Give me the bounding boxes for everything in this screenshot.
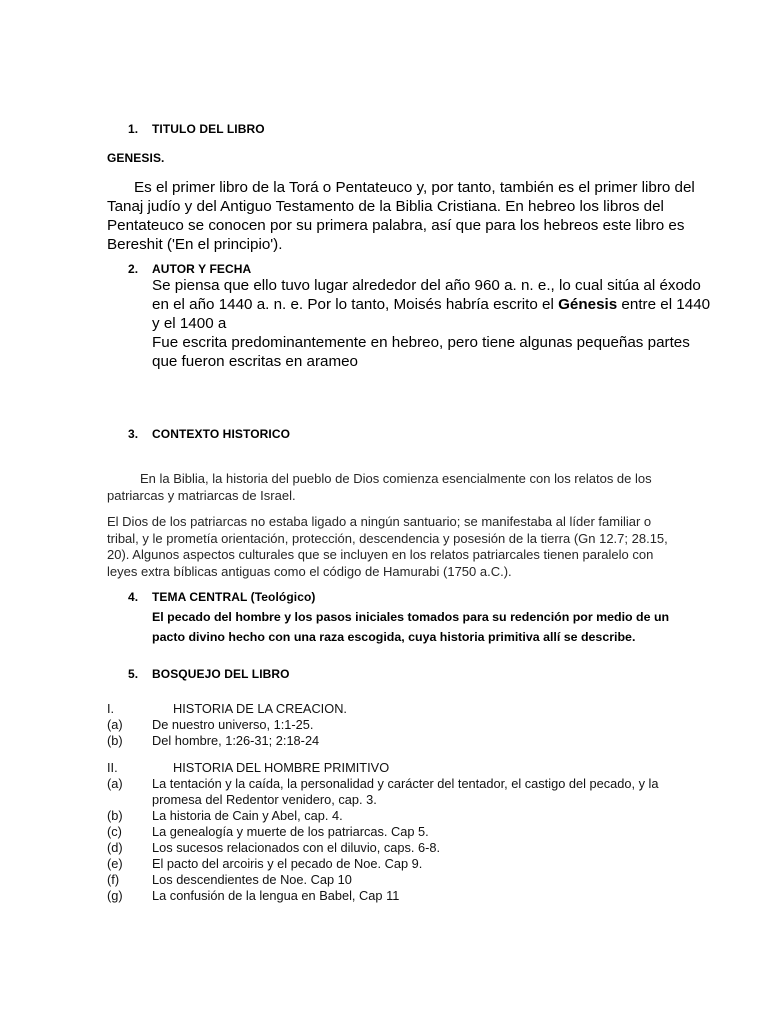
paragraph-line: tribal, y le prometía orientación, protección, descendencia y posesión de la tierra (Gn 12.7; 28.15, [107, 530, 668, 546]
paragraph-line: En la Biblia, la historia del pueblo de Dios comienza esencialmente con los relatos de los [140, 471, 652, 486]
item-text: La confusión de la lengua en Babel, Cap 11 [152, 888, 400, 903]
item-text: La historia de Cain y Abel, cap. 4. [152, 808, 343, 823]
outline-item [107, 808, 747, 824]
bold-term: Génesis [558, 296, 618, 313]
outline-part-2-title [107, 760, 707, 776]
text-line: que fueron escritas en arameo [152, 353, 358, 370]
section-title: AUTOR Y FECHA [152, 262, 252, 276]
outline-part-1-title [107, 701, 707, 717]
item-marker: (f) [107, 872, 120, 887]
section-3-paragraph-2 [107, 514, 747, 580]
paragraph-line: Es el primer libro de la Torá o Pentateuco y, por tanto, también es el primer libro del [134, 179, 695, 196]
section-title: TEMA CENTRAL [152, 590, 248, 604]
outline-item [107, 888, 747, 904]
book-name: GENESIS. [107, 151, 165, 165]
item-text: De nuestro universo, 1:1-25. [152, 717, 314, 732]
section-title: TITULO DEL LIBRO [152, 122, 265, 136]
outline-item [107, 840, 747, 856]
section-1-paragraph [107, 178, 747, 254]
item-text: El pacto del arcoiris y el pecado de Noe. Cap 9. [152, 856, 423, 871]
section-title: CONTEXTO HISTORICO [152, 427, 291, 441]
theme-line: pacto divino hecho con una raza escogida, cuya historia primitiva allí se describe. [152, 630, 636, 644]
outline-part-1-items [107, 717, 727, 749]
item-marker: (d) [107, 840, 123, 855]
section-3-heading [128, 427, 290, 441]
outline-item [107, 717, 727, 733]
section-title-suffix: (Teológico) [250, 590, 316, 604]
item-text: Los sucesos relacionados con el diluvio, caps. 6-8. [152, 840, 441, 855]
item-marker: (b) [107, 733, 123, 748]
item-text: La genealogía y muerte de los patriarcas. Cap 5. [152, 824, 429, 839]
text-line: Fue escrita predominantemente en hebreo, pero tiene algunas pequeñas partes [152, 334, 690, 351]
section-2-text [152, 276, 752, 371]
paragraph-line: Bereshit ('En el principio'). [107, 236, 283, 253]
item-text: Del hombre, 1:26-31; 2:18-24 [152, 733, 320, 748]
paragraph-line: Pentateuco se conocen por su primera palabra, así que para los hebreos este libro es [107, 217, 685, 234]
part-title: HISTORIA DEL HOMBRE PRIMITIVO [173, 760, 390, 775]
text-line: y el 1400 a [152, 315, 227, 332]
section-5-heading [128, 667, 290, 681]
text-line: Se piensa que ello tuvo lugar alrededor del año 960 a. n. e., lo cual sitúa al éxodo [152, 277, 701, 294]
central-theme [152, 607, 762, 647]
section-number: 4. [128, 590, 139, 604]
section-1-heading [128, 122, 265, 136]
paragraph-line: patriarcas y matriarcas de Israel. [107, 487, 296, 503]
outline-item [107, 824, 747, 840]
item-marker: (a) [107, 776, 123, 791]
paragraph-line: 20). Algunos aspectos culturales que se incluyen en los relatos patriarcales tienen paralelo con [107, 547, 654, 562]
section-3-paragraph-1 [107, 471, 747, 504]
item-marker: (e) [107, 856, 123, 871]
paragraph-line: leyes extra bíblicas antiguas como el código de Hamurabi (1750 a.C.). [107, 563, 512, 579]
item-marker: (b) [107, 808, 123, 823]
section-4-heading [128, 590, 316, 604]
item-marker: (g) [107, 888, 123, 903]
section-2-heading [128, 262, 251, 276]
outline-item [107, 776, 747, 808]
section-number: 1. [128, 122, 139, 136]
roman-numeral: II. [107, 760, 118, 775]
outline-part-2-items [107, 776, 747, 904]
item-text: Los descendientes de Noe. Cap 10 [152, 872, 352, 887]
section-number: 5. [128, 667, 139, 681]
section-title: BOSQUEJO DEL LIBRO [152, 667, 290, 681]
section-number: 3. [128, 427, 139, 441]
roman-numeral: I. [107, 701, 115, 716]
paragraph-line: Tanaj judío y del Antiguo Testamento de la Biblia Cristiana. En hebreo los libros del [107, 198, 664, 215]
theme-line: El pecado del hombre y los pasos iniciales tomados para su redención por medio de un [152, 610, 670, 624]
section-number: 2. [128, 262, 139, 276]
text-line: en el año 1440 a. n. e. Por lo tanto, Moisés habría escrito el Génesis entre el 1440 [152, 296, 711, 313]
outline-item [107, 872, 747, 888]
paragraph-line: El Dios de los patriarcas no estaba ligado a ningún santuario; se manifestaba al líder familiar o [107, 514, 652, 529]
outline-item [107, 856, 747, 872]
outline-item [107, 733, 727, 749]
item-text-continued: promesa del Redentor venidero, cap. 3. [152, 792, 377, 807]
item-marker: (a) [107, 717, 123, 732]
part-title: HISTORIA DE LA CREACION. [173, 701, 347, 716]
item-text: La tentación y la caída, la personalidad y carácter del tentador, el castigo del pecado, y la [152, 776, 659, 791]
item-marker: (c) [107, 824, 122, 839]
